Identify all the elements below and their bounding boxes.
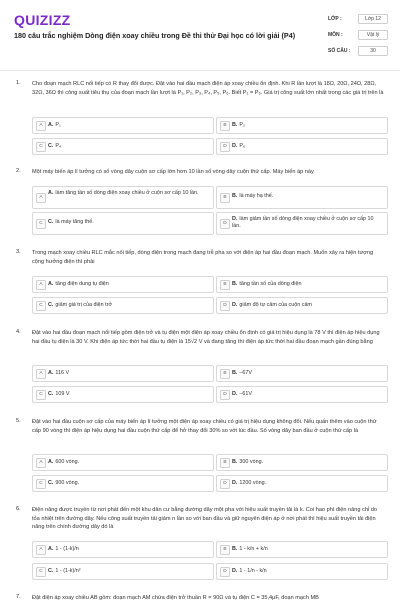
option-letter: A — [36, 280, 46, 290]
option-letter: A — [36, 545, 46, 555]
option-text: là máy hạ thế. — [239, 193, 274, 199]
worksheet-header — [0, 0, 400, 68]
option-label: C. — [48, 567, 54, 574]
option-b[interactable] — [216, 276, 388, 293]
option-text: P₄ — [55, 142, 62, 149]
option-label: A. — [48, 458, 54, 465]
question-text: Cho đoạn mạch RLC nối tiếp có R thay đổi được. Đặt vào hai đầu mạch điện áp xoay chiều ổn định. Khi R lần lượt là 18Ω, 20Ω, 24Ω, 28Ω, 32Ω, 36Ω thì công suất tiêu thụ của đoạn mạch lần lượt là P₁, P₂, P₃, P₄, P₅, P₆. Biết P₁ = P₆. Giá trị công suất lớn nhất trong các giá trị trên là — [32, 81, 384, 96]
option-a[interactable] — [32, 365, 214, 382]
option-text: làm tăng tần số dòng điện xoay chiều ở cuộn sơ cấp 10 lần. — [55, 189, 199, 196]
question-number: 5. — [16, 418, 21, 424]
option-label: D. — [232, 479, 238, 486]
question-number: 1. — [16, 80, 21, 86]
question-number: 6. — [16, 506, 21, 512]
option-text: P₆ — [239, 142, 246, 149]
question-count-label: SỐ CÂU : — [328, 48, 351, 54]
option-letter: B — [220, 280, 230, 290]
option-label: B. — [232, 458, 238, 465]
option-label: D. — [232, 567, 238, 574]
option-label: A. — [48, 121, 54, 128]
option-label: A. — [48, 369, 54, 376]
option-label: C. — [48, 219, 54, 225]
question-text: Một máy biến áp lí tưởng có số vòng dây cuộn sơ cấp lớn hơn 10 lần số vòng dây cuộn thứ cấp. Máy biến áp này — [32, 169, 314, 175]
option-letter: B — [220, 369, 230, 379]
option-letter: D — [220, 567, 230, 577]
option-label: D. — [232, 390, 238, 397]
option-label: A. — [48, 280, 54, 287]
question-number: 2. — [16, 168, 21, 174]
option-letter: A — [36, 193, 46, 203]
option-label: D. — [232, 215, 238, 222]
option-text: P₁ — [55, 121, 61, 128]
option-b[interactable] — [216, 454, 388, 471]
option-text: 116 V — [55, 369, 70, 376]
option-label: D. — [232, 301, 238, 308]
option-letter: B — [220, 545, 230, 555]
option-label: B. — [232, 545, 238, 552]
option-letter: B — [220, 121, 230, 131]
question-count-value: 30 — [358, 46, 388, 56]
question-number: 3. — [16, 249, 21, 255]
option-text: 1 - (1-k)/n — [55, 545, 79, 552]
option-text: –67V — [239, 369, 252, 376]
option-b[interactable] — [216, 365, 388, 382]
option-c[interactable] — [32, 475, 214, 492]
option-c[interactable] — [32, 386, 214, 403]
option-d[interactable] — [216, 563, 388, 580]
option-a[interactable] — [32, 186, 214, 209]
class-label: LỚP : — [328, 16, 342, 22]
option-a[interactable] — [32, 276, 214, 293]
option-text: tăng tần số của dòng điện — [239, 280, 302, 287]
option-text: 900 vòng. — [55, 479, 80, 486]
option-letter: C — [36, 390, 46, 400]
option-c[interactable] — [32, 563, 214, 580]
option-d[interactable] — [216, 138, 388, 155]
option-c[interactable] — [32, 138, 214, 155]
option-letter: C — [36, 142, 46, 152]
option-b[interactable] — [216, 117, 388, 134]
option-label: C. — [48, 479, 54, 486]
option-text: –61V — [239, 390, 252, 397]
option-letter: D — [220, 390, 230, 400]
option-letter: D — [220, 219, 230, 229]
option-a[interactable] — [32, 541, 214, 558]
worksheet-title: 180 câu trắc nghiệm Dòng điện xoay chiều trong Đề thi thử Đại học có lời giải (P4) — [14, 31, 296, 40]
option-d[interactable] — [216, 386, 388, 403]
option-letter: A — [36, 121, 46, 131]
option-letter: C — [36, 479, 46, 489]
option-text: giảm giá trị của điện trở — [55, 301, 112, 308]
option-text: 1 - 1/n - k/n — [239, 567, 267, 574]
option-label: B. — [232, 369, 238, 376]
option-label: C. — [48, 301, 54, 308]
option-d[interactable] — [216, 212, 388, 235]
option-letter: C — [36, 567, 46, 577]
option-b[interactable] — [216, 186, 388, 209]
question-text: Trong mạch xoay chiều RLC mắc nối tiếp, dòng điện trong mạch đang trễ pha so với điện áp hai đầu đoạn mạch. Muốn xảy ra hiện tượng cộng hưởng điện thì phải — [32, 250, 374, 265]
option-text: 1200 vòng. — [239, 479, 267, 486]
question-text: Đặt vào hai đầu cuộn sơ cấp của máy biến áp lí tưởng một điện áp xoay chiều có giá trị hiệu dụng không đổi. Nếu quấn thêm vào cuộn thứ cấp 90 vòng thì điện áp hiệu dụng hai đầu cuộn thứ cấp để hở thay đổi 30% so với lúc đầu. Số vòng dây ban đầu ở cuộn thứ cấp là — [32, 419, 377, 434]
option-label: C. — [48, 142, 54, 149]
option-letter: B — [220, 193, 230, 203]
option-text: 1 - k/n + k/n — [239, 545, 268, 552]
option-text: 600 vòng. — [55, 458, 80, 465]
option-text: làm giảm tần số dòng điện xoay chiều ở cuộn sơ cấp 10 lần. — [232, 215, 374, 229]
option-letter: C — [36, 219, 46, 229]
question-text: Đặt vào hai đầu đoạn mạch nối tiếp gồm điện trở và tụ điện một điện áp xoay chiều ổn định có giá trị hiệu dụng là 78 V thì điện áp hiệu dụng hai đầu tụ điện là 30 V. Khi điện áp tức thời hai đầu tụ điện là 15√2 V và đang tăng thì điện áp tức thời hai đầu đoạn mạch gần đúng bằng — [32, 330, 380, 345]
option-text: 109 V — [55, 390, 70, 397]
option-label: D. — [232, 142, 238, 149]
option-text: tăng điện dung tụ điện — [55, 280, 109, 287]
option-label: A. — [48, 189, 54, 196]
option-d[interactable] — [216, 297, 388, 314]
option-letter: A — [36, 369, 46, 379]
option-letter: A — [36, 458, 46, 468]
subject-label: MÔN : — [328, 32, 343, 38]
option-c[interactable] — [32, 212, 214, 235]
question-text: Điện năng được truyền từ nơi phát đến một khu dân cư bằng đường dây một pha với hiệu suất truyền tải là k. Coi hao phí điện năng chỉ do tỏa nhiệt trên đường dây. Nếu công suất truyền tải giảm n lần so với ban đầu và giữ nguyên điện áp ở nơi phát thì hiệu suất truyền tải điện năng trên chính đường dây đó là — [32, 507, 377, 530]
option-text: 300 vòng. — [239, 458, 264, 465]
option-label: C. — [48, 390, 54, 397]
option-text: là máy tăng thế. — [55, 219, 94, 225]
question-number: 7. — [16, 594, 21, 600]
option-letter: B — [220, 458, 230, 468]
option-label: A. — [48, 545, 54, 552]
option-letter: C — [36, 301, 46, 311]
option-letter: D — [220, 142, 230, 152]
question-number: 4. — [16, 329, 21, 335]
option-text: giảm độ tự cảm của cuộn cảm — [239, 301, 312, 308]
option-label: B. — [232, 121, 238, 128]
option-label: B. — [232, 193, 238, 199]
option-label: B. — [232, 280, 238, 287]
option-b[interactable] — [216, 541, 388, 558]
option-a[interactable] — [32, 454, 214, 471]
option-c[interactable] — [32, 297, 214, 314]
quizizz-logo: QUIZIZZ — [14, 12, 71, 28]
subject-value: Vật lý — [358, 30, 388, 40]
option-a[interactable] — [32, 117, 214, 134]
option-letter: D — [220, 301, 230, 311]
header-divider — [0, 70, 400, 71]
option-letter: D — [220, 479, 230, 489]
option-d[interactable] — [216, 475, 388, 492]
class-value: Lớp 12 — [358, 14, 388, 24]
option-text: 1 - (1-k)/n² — [55, 567, 81, 574]
question-text: Đặt điện áp xoay chiều AB gồm: đoạn mạch AM chứa điện trở thuần R = 90Ω và tụ điện C = 35,4μF, đoạn mạch MB — [32, 595, 319, 601]
option-text: P₂ — [239, 121, 246, 128]
